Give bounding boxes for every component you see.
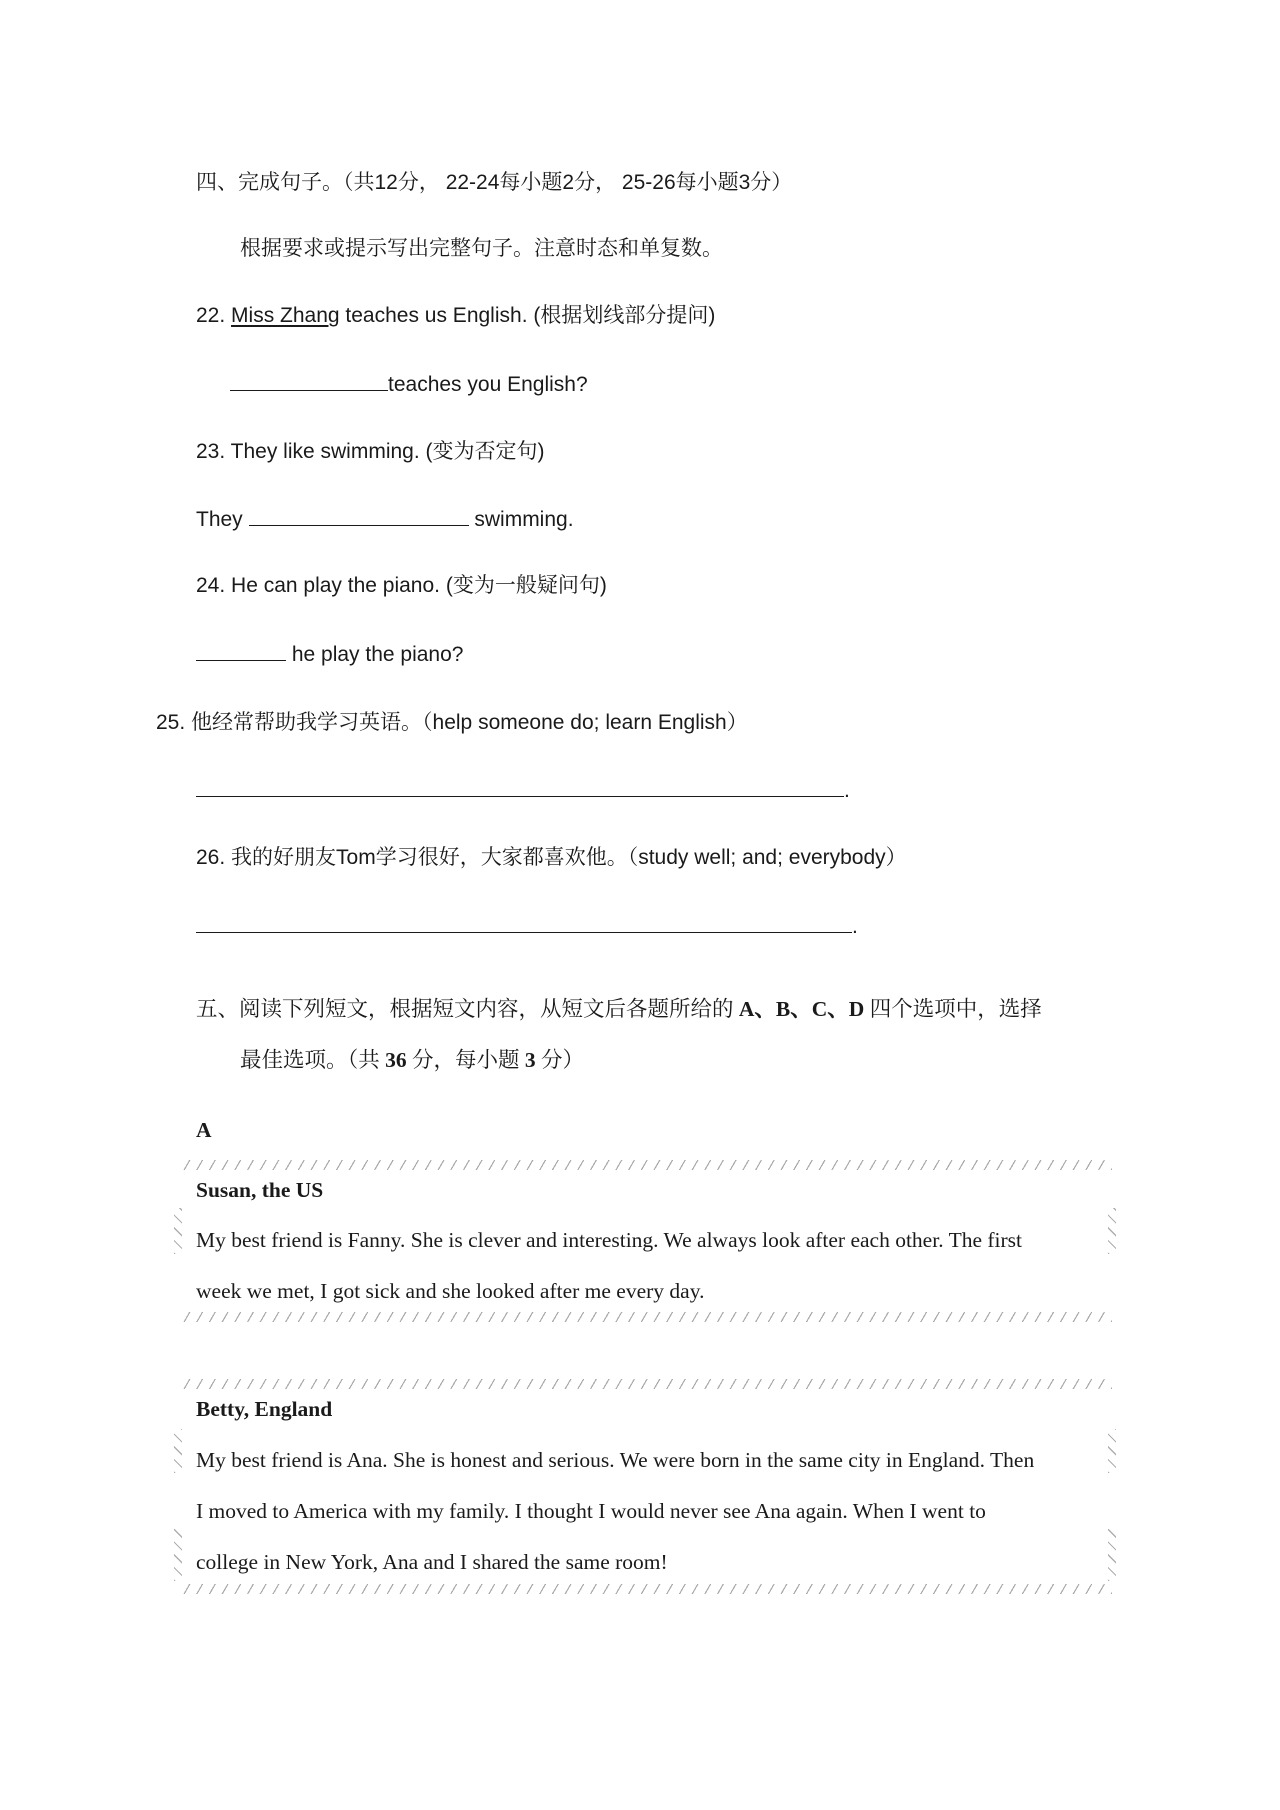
box-border-left [174, 1529, 182, 1581]
q22-answer-blank[interactable] [230, 370, 388, 391]
passage-heading-betty: Betty, England [196, 1397, 333, 1421]
q22-answer-tail: teaches you English? [388, 373, 588, 396]
section5-line2-part1: 最佳选项。（共 [240, 1048, 386, 1072]
q24-prompt: 24. He can play the piano. (变为一般疑问句) [196, 574, 607, 597]
q26-answer-blank[interactable] [196, 912, 852, 933]
box-border-top [178, 1160, 1112, 1170]
q26-answer-end: . [852, 915, 858, 938]
q23-answer-tail: swimming. [468, 508, 574, 531]
section5-each-score: 3 [524, 1048, 536, 1072]
passage-text-line: college in New York, Ana and I shared the same room! [196, 1550, 668, 1574]
section5-title [196, 995, 1042, 1023]
section5-line2-part2: 分，每小题 [406, 1048, 525, 1072]
passage-text-line: I moved to America with my family. I thought I would never see Ana again. When I went to [196, 1499, 986, 1523]
section4-title: 四、完成句子。（共12分， 22-24每小题2分， 25-26每小题3分） [196, 171, 793, 194]
q24-answer-blank[interactable] [196, 640, 286, 661]
q22-number: 22. [196, 304, 232, 327]
passage-text-line: My best friend is Fanny. She is clever and interesting. We always look after each other. The first [196, 1228, 1022, 1252]
box-border-right [1108, 1208, 1116, 1254]
q23-answer-head: They [196, 508, 249, 531]
passage-heading-susan: Susan, the US [196, 1178, 324, 1202]
q22-rest: teaches us English. (根据划线部分提问) [339, 304, 716, 327]
q23-prompt: 23. They like swimming. (变为否定句) [196, 440, 545, 463]
q25-answer [196, 776, 850, 805]
passage-label: A [196, 1118, 212, 1142]
section5-title-part2: 四个选项中，选择 [864, 997, 1042, 1021]
q22-underlined-subject: Miss Zhang [231, 304, 340, 327]
q23-answer-blank[interactable] [249, 505, 469, 526]
section5-title-part1: 五、阅读下列短文，根据短文内容，从短文后各题所给的 [196, 997, 739, 1021]
q25-answer-end: . [844, 779, 850, 802]
q25-prompt: 25. 他经常帮助我学习英语。（help someone do; learn English） [156, 711, 748, 734]
q22-prompt [196, 302, 715, 330]
box-border-left [174, 1429, 182, 1473]
q24-answer-tail: he play the piano? [286, 643, 464, 666]
section4-instruction: 根据要求或提示写出完整句子。注意时态和单复数。 [240, 237, 723, 260]
q25-answer-blank[interactable] [196, 776, 844, 797]
box-border-bottom [178, 1312, 1112, 1322]
passage-text-line: week we met, I got sick and she looked after me every day. [196, 1279, 705, 1303]
q26-prompt: 26. 我的好朋友Tom学习很好，大家都喜欢他。（study well; and; everybody） [196, 846, 907, 869]
passage-text-line: My best friend is Ana. She is honest and serious. We were born in the same city in England. Then [196, 1448, 1035, 1472]
q23-answer [196, 505, 574, 534]
box-border-bottom [178, 1584, 1112, 1594]
q24-answer [196, 640, 463, 669]
section5-title-line2 [240, 1046, 584, 1074]
box-border-left [174, 1208, 182, 1254]
section5-total-score: 36 [385, 1048, 407, 1072]
box-border-right [1108, 1429, 1116, 1473]
box-border-right [1108, 1529, 1116, 1581]
box-border-top [178, 1379, 1112, 1389]
section5-line2-part3: 分） [535, 1048, 585, 1072]
q22-answer [230, 370, 588, 399]
section5-title-options: A、B、C、D [738, 997, 865, 1021]
q26-answer [196, 912, 858, 941]
